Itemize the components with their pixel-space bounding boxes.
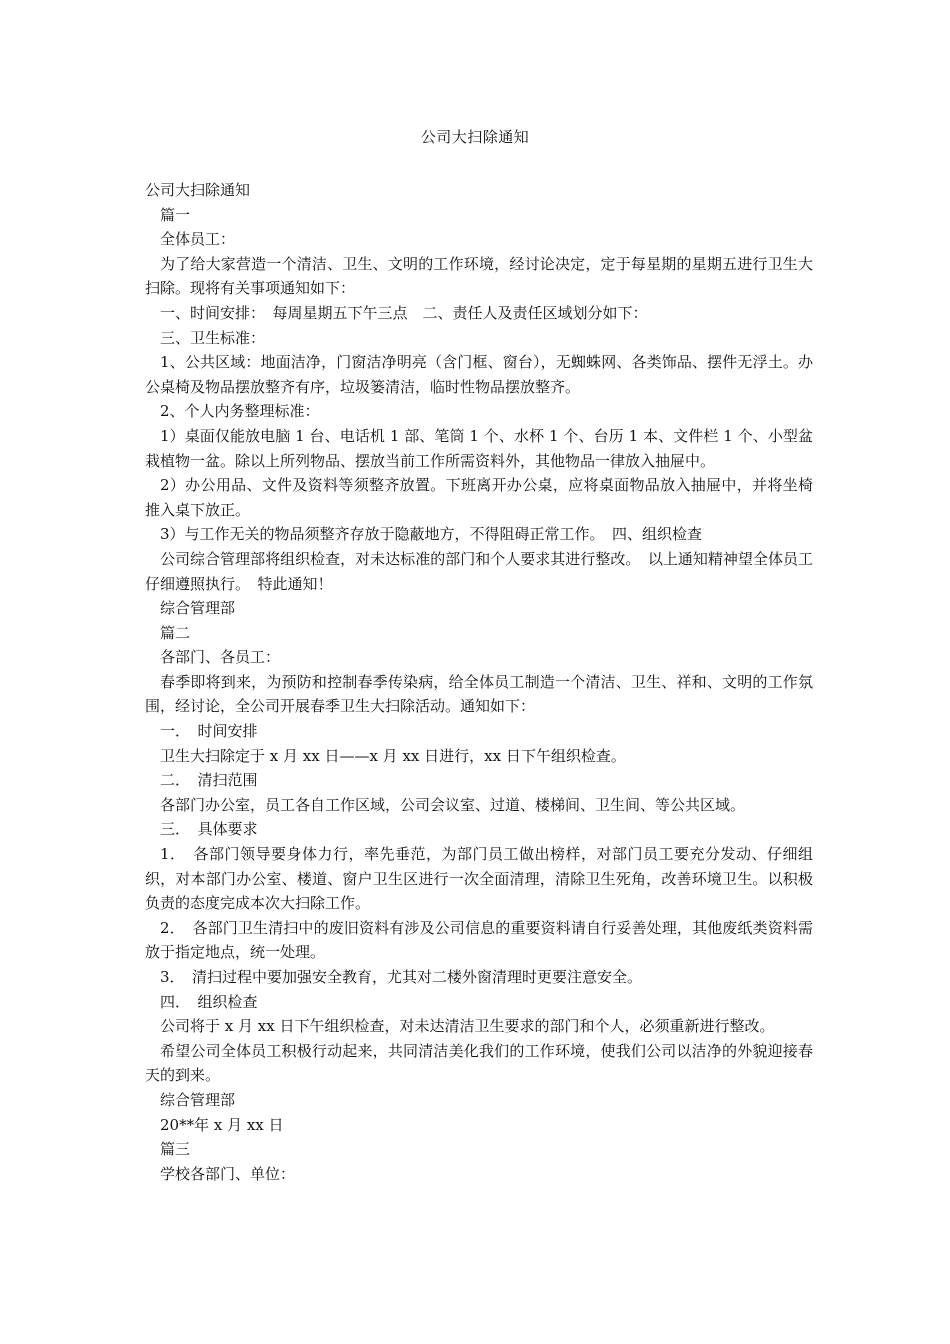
paragraph: 20**年 x 月 xx 日 <box>160 1115 284 1134</box>
paragraph: 1、公共区域：地面洁净，门窗洁净明亮（含门框、窗台），无蜘蛛网、各类饰品、摆件无浮土。办公桌椅及物品摆放整齐有序，垃圾篓清洁，临时性物品摆放整齐。 <box>145 353 813 396</box>
paragraph: 各部门、各员工： <box>160 648 281 667</box>
paragraph: 公司将于 x 月 xx 日下午组织检查，对未达清洁卫生要求的部门和个人，必须重新进行整改。 <box>160 1017 775 1036</box>
paragraph: 综合管理部 <box>160 1090 236 1109</box>
paragraph: 各部门办公室，员工各自工作区域，公司会议室、过道、楼梯间、卫生间、等公共区域。 <box>160 795 746 814</box>
paragraph: 一、时间安排： 每周星期五下午三点 二、责任人及责任区域划分如下： <box>160 303 648 322</box>
paragraph: 3）与工作无关的物品须整齐存放于隐蔽地方，不得阻碍正常工作。 四、组织检查 <box>160 525 703 544</box>
paragraph: 卫生大扫除定于 x 月 xx 日——x 月 xx 日进行，xx 日下午组织检查。 <box>160 746 626 765</box>
paragraph: 公司综合管理部将组织检查，对未达标准的部门和个人要求其进行整改。 以上通知精神望全体员工仔细遵照执行。 特此通知！ <box>145 549 813 593</box>
paragraph: 春季即将到来，为预防和控制春季传染病，给全体员工制造一个清洁、卫生、祥和、文明的工作氛围，经讨论，全公司开展春季卫生大扫除活动。通知如下： <box>145 672 813 716</box>
paragraph: 综合管理部 <box>160 599 236 618</box>
paragraph: 篇三 <box>160 1140 191 1159</box>
paragraph: 学校各部门、单位： <box>160 1164 296 1183</box>
paragraph: 1）桌面仅能放电脑 1 台、电话机 1 部、笔筒 1 个、水杯 1 个、台历 1 本、文件栏 1 个、小型盆栽植物一盆。除以上所列物品、摆放当前工作所需资料外，其他物品一律放入抽屉中。 <box>145 426 813 470</box>
paragraph: 三． 具体要求 <box>160 820 258 839</box>
paragraph: 一． 时间安排 <box>160 722 258 741</box>
paragraph: 篇一 <box>160 205 191 224</box>
paragraph: 1． 各部门领导要身体力行，率先垂范，为部门员工做出榜样，对部门员工要充分发动、仔细组织，对本部门办公室、楼道、窗户卫生区进行一次全面清理，清除卫生死角，改善环境卫生。以积极负责的态度完成本次大扫除工作。 <box>145 845 813 913</box>
paragraph: 2、个人内务整理标准： <box>160 402 320 421</box>
document-body <box>145 178 813 1186</box>
paragraph: 希望公司全体员工积极行动起来，共同清洁美化我们的工作环境，使我们公司以洁净的外貌迎接春天的到来。 <box>145 1041 813 1085</box>
paragraph: 三、卫生标准： <box>160 328 266 347</box>
paragraph: 公司大扫除通知 <box>145 181 251 199</box>
paragraph: 为了给大家营造一个清洁、卫生、文明的工作环境，经讨论决定，定于每星期的星期五进行卫生大扫除。现将有关事项通知如下： <box>145 254 813 298</box>
paragraph: 二． 清扫范围 <box>160 771 258 790</box>
paragraph: 四． 组织检查 <box>160 992 258 1011</box>
paragraph: 3． 清扫过程中要加强安全教育，尤其对二楼外窗清理时更要注意安全。 <box>160 968 643 986</box>
paragraph: 篇二 <box>160 623 191 642</box>
paragraph: 2）办公用品、文件及资料等须整齐放置。下班离开办公桌，应将桌面物品放入抽屉中，并将坐椅推入桌下放正。 <box>145 476 813 519</box>
paragraph: 全体员工： <box>160 230 236 249</box>
document-title: 公司大扫除通知 <box>420 128 530 146</box>
paragraph: 2． 各部门卫生清扫中的废旧资料有涉及公司信息的重要资料请自行妥善处理，其他废纸类资料需放于指定地点，统一处理。 <box>145 918 813 962</box>
